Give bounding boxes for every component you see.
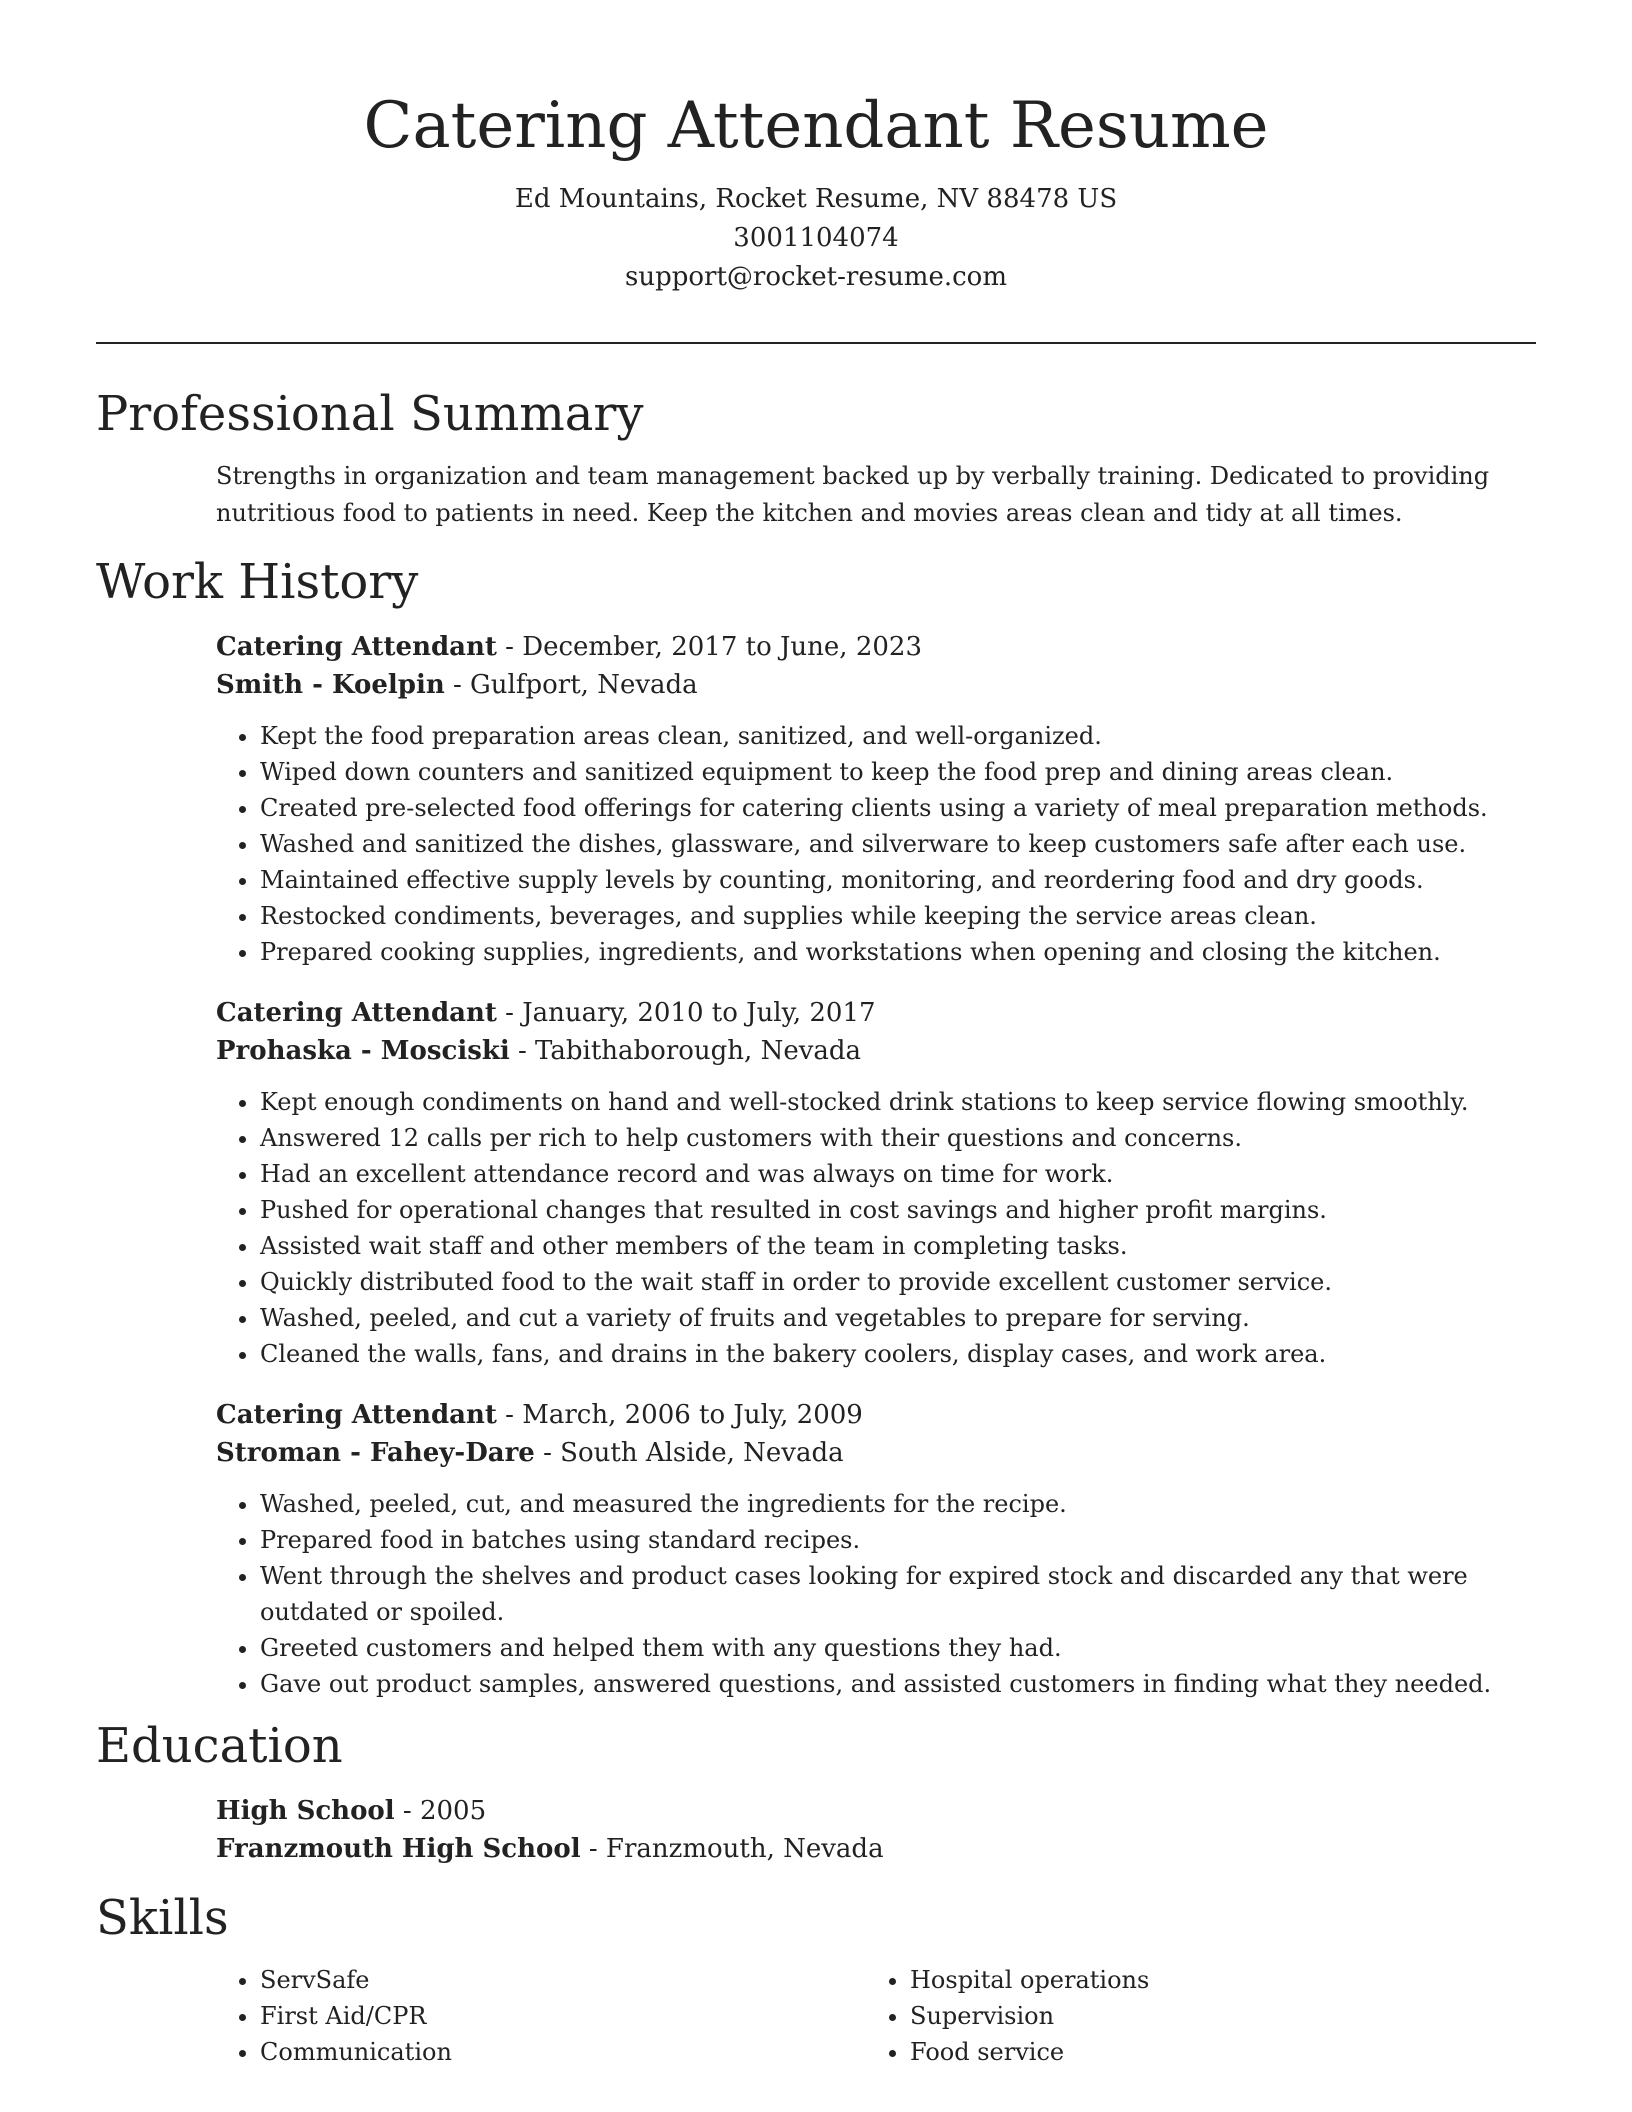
job-employer-line (216, 666, 1516, 704)
list-item: • ServSafe (260, 1962, 866, 1998)
contact-block (0, 180, 1632, 297)
work-history-heading: Work History (96, 554, 419, 610)
job-employer-line (216, 1032, 1516, 1070)
job-location: - South Alside, Nevada (534, 1438, 844, 1468)
list-item: • Washed, peeled, cut, and measured the ingredients for the recipe. (260, 1486, 1516, 1522)
job-entry (216, 628, 1516, 970)
skills-heading: Skills (96, 1890, 229, 1946)
education-heading: Education (96, 1718, 343, 1774)
job-bullets (216, 1486, 1516, 1702)
skills-section (216, 1962, 1516, 2070)
education-year: - 2005 (394, 1796, 487, 1826)
list-item: • Greeted customers and helped them with any questions they had. (260, 1630, 1516, 1666)
job-title: Catering Attendant (216, 632, 497, 662)
list-item: • Food service (910, 2034, 1516, 2070)
list-item: • Prepared food in batches using standard recipes. (260, 1522, 1516, 1558)
job-title: Catering Attendant (216, 998, 497, 1028)
education-degree: High School (216, 1796, 395, 1826)
skills-column-left (216, 1962, 866, 2070)
list-item: • Went through the shelves and product cases looking for expired stock and discarded any that were outdated or spoiled. (260, 1558, 1516, 1630)
list-item: • Prepared cooking supplies, ingredients, and workstations when opening and closing the kitchen. (260, 934, 1516, 970)
job-title-line (216, 994, 1516, 1032)
job-title-line (216, 1396, 1516, 1434)
list-item: • Supervision (910, 1998, 1516, 2034)
list-item: • Communication (260, 2034, 866, 2070)
job-dates: - January, 2010 to July, 2017 (496, 998, 876, 1028)
summary-section (216, 458, 1516, 532)
list-item: • Answered 12 calls per rich to help customers with their questions and concerns. (260, 1120, 1516, 1156)
job-bullets (216, 718, 1516, 970)
skills-grid (216, 1962, 1516, 2070)
education-location: - Franzmouth, Nevada (580, 1834, 884, 1864)
job-location: - Gulfport, Nevada (444, 670, 698, 700)
list-item: • Kept the food preparation areas clean, sanitized, and well-organized. (260, 718, 1516, 754)
job-title-line (216, 628, 1516, 666)
list-item: • Quickly distributed food to the wait staff in order to provide excellent customer service. (260, 1264, 1516, 1300)
education-degree-line (216, 1792, 1516, 1830)
job-entry (216, 1396, 1516, 1702)
summary-text: Strengths in organization and team management backed up by verbally training. Dedicated to providing nutritious food to patients in need. Keep the kitchen and movies areas clean and tidy at all times. (216, 462, 1490, 527)
list-item: • Washed, peeled, and cut a variety of fruits and vegetables to prepare for serving. (260, 1300, 1516, 1336)
education-school: Franzmouth High School (216, 1834, 581, 1864)
list-item: • Washed and sanitized the dishes, glassware, and silverware to keep customers safe after each use. (260, 826, 1516, 862)
job-employer: Stroman - Fahey-Dare (216, 1438, 535, 1468)
work-history-section (216, 628, 1516, 1702)
resume-header (0, 0, 1632, 297)
header-divider (96, 342, 1536, 344)
list-item: • First Aid/CPR (260, 1998, 866, 2034)
resume-content (96, 378, 1536, 2070)
job-employer: Smith - Koelpin (216, 670, 445, 700)
list-item: • Gave out product samples, answered questions, and assisted customers in finding what they needed. (260, 1666, 1516, 1702)
list-item: • Restocked condiments, beverages, and supplies while keeping the service areas clean. (260, 898, 1516, 934)
job-dates: - March, 2006 to July, 2009 (496, 1400, 863, 1430)
skills-column-right (866, 1962, 1516, 2070)
list-item: • Assisted wait staff and other members of the team in completing tasks. (260, 1228, 1516, 1264)
job-title: Catering Attendant (216, 1400, 497, 1430)
job-dates: - December, 2017 to June, 2023 (496, 632, 922, 662)
page-title: Catering Attendant Resume (363, 89, 1269, 163)
list-item: • Pushed for operational changes that resulted in cost savings and higher profit margins. (260, 1192, 1516, 1228)
contact-address: Ed Mountains, Rocket Resume, NV 88478 US (514, 184, 1118, 214)
contact-phone: 3001104074 (733, 223, 899, 253)
list-item: • Cleaned the walls, fans, and drains in the bakery coolers, display cases, and work area. (260, 1336, 1516, 1372)
job-employer-line (216, 1434, 1516, 1472)
list-item: • Wiped down counters and sanitized equipment to keep the food prep and dining areas clean. (260, 754, 1516, 790)
list-item: • Kept enough condiments on hand and well-stocked drink stations to keep service flowing smoothly. (260, 1084, 1516, 1120)
list-item: • Hospital operations (910, 1962, 1516, 1998)
list-item: • Created pre-selected food offerings for catering clients using a variety of meal preparation methods. (260, 790, 1516, 826)
job-location: - Tabithaborough, Nevada (509, 1036, 862, 1066)
summary-heading: Professional Summary (96, 386, 644, 442)
education-school-line (216, 1830, 1516, 1868)
list-item: • Maintained effective supply levels by counting, monitoring, and reordering food and dry goods. (260, 862, 1516, 898)
job-employer: Prohaska - Mosciski (216, 1036, 510, 1066)
education-section (216, 1792, 1516, 1868)
job-entry (216, 994, 1516, 1372)
job-bullets (216, 1084, 1516, 1372)
list-item: • Had an excellent attendance record and was always on time for work. (260, 1156, 1516, 1192)
contact-email: support@rocket-resume.com (624, 262, 1007, 292)
